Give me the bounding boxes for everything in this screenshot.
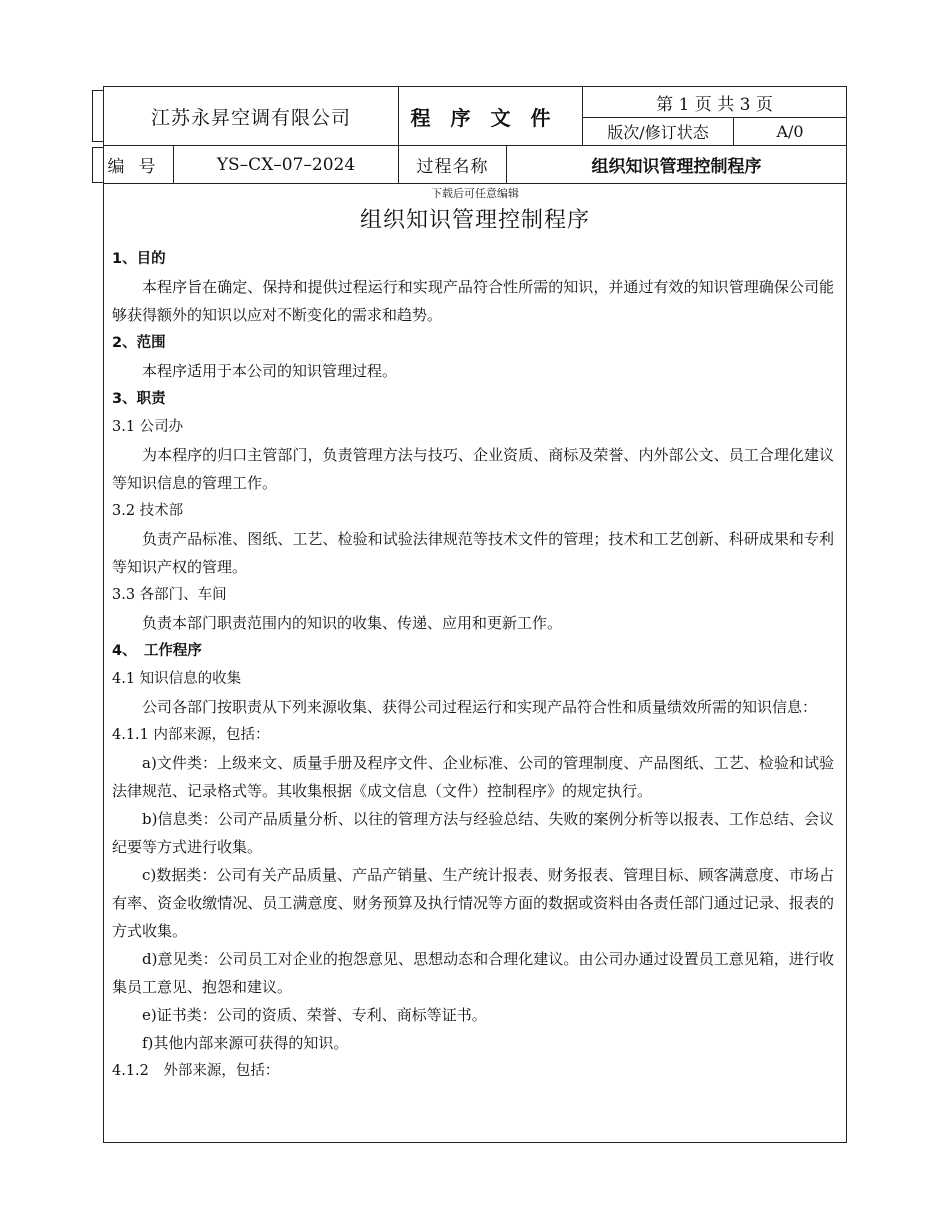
section-heading: 4、 工作程序 [112, 643, 202, 659]
number-value: YS–CX–07–2024 [174, 146, 399, 184]
subsection-heading: 3.1 公司办 [112, 419, 184, 435]
body-paragraph: 公司各部门按职责从下列来源收集、获得公司过程运行和实现产品符合性和质量绩效所需的知识信息： [142, 698, 818, 716]
body-paragraph: 负责本部门职责范围内的知识的收集、传递、应用和更新工作。 [142, 614, 563, 632]
body-paragraph: 本程序适用于本公司的知识管理过程。 [142, 362, 398, 380]
document-type: 程序文件 [399, 87, 583, 146]
section-heading: 3、职责 [112, 391, 166, 407]
body-paragraph: 为本程序的归口主管部门，负责管理方法与技巧、企业资质、商标及荣誉、内外部公文、员工合理化建议等知识信息的管理工作。 [112, 446, 834, 492]
document-body [112, 245, 834, 1085]
section-heading: 1、目的 [112, 251, 166, 267]
body-paragraph: f)其他内部来源可获得的知识。 [142, 1034, 349, 1052]
number-label: 编号 [104, 146, 174, 184]
process-label: 过程名称 [399, 146, 507, 184]
header-table [104, 87, 846, 189]
binding-tab-mark [92, 147, 103, 183]
body-paragraph: 本程序旨在确定、保持和提供过程运行和实现产品符合性所需的知识，并通过有效的知识管理确保公司能够获得额外的知识以应对不断变化的需求和趋势。 [112, 278, 834, 324]
process-value: 组织知识管理控制程序 [507, 146, 846, 184]
download-note: 下载后可任意编辑 [431, 187, 519, 200]
document-frame [103, 86, 847, 1143]
version-value: A/0 [734, 118, 846, 146]
body-paragraph: c)数据类：公司有关产品质量、产品产销量、生产统计报表、财务报表、管理目标、顾客满意度、市场占有率、资金收缴情况、员工满意度、财务预算及执行情况等方面的数据或资料由各责任部门通过记录、报表的方式收集。 [112, 866, 834, 940]
subsection-heading: 4.1.1 内部来源，包括： [112, 727, 270, 743]
binding-tab-mark [92, 90, 103, 142]
company-name: 江苏永昇空调有限公司 [104, 87, 399, 146]
body-paragraph: d)意见类：公司员工对企业的抱怨意见、思想动态和合理化建议。由公司办通过设置员工意见箱，进行收集员工意见、抱怨和建议。 [112, 950, 834, 996]
body-paragraph: e)证书类：公司的资质、荣誉、专利、商标等证书。 [142, 1006, 487, 1024]
body-paragraph: 负责产品标准、图纸、工艺、检验和试验法律规范等技术文件的管理；技术和工艺创新、科研成果和专利等知识产权的管理。 [112, 530, 834, 576]
body-paragraph: b)信息类：公司产品质量分析、以往的管理方法与经验总结、失败的案例分析等以报表、工作总结、会议纪要等方式进行收集。 [112, 810, 834, 856]
subsection-heading: 4.1 知识信息的收集 [112, 671, 242, 687]
version-label: 版次/修订状态 [583, 118, 734, 146]
section-heading: 2、范围 [112, 335, 166, 351]
page-info: 第 1 页 共 3 页 [583, 87, 846, 118]
subsection-heading: 3.2 技术部 [112, 503, 184, 519]
body-paragraph: a)文件类：上级来文、质量手册及程序文件、企业标准、公司的管理制度、产品图纸、工艺、检验和试验法律规范、记录格式等。其收集根据《成文信息（文件）控制程序》的规定执行。 [112, 754, 834, 800]
document-title: 组织知识管理控制程序 [359, 208, 590, 233]
subsection-heading: 4.1.2 外部来源，包括： [112, 1063, 280, 1079]
subsection-heading: 3.3 各部门、车间 [112, 587, 227, 603]
